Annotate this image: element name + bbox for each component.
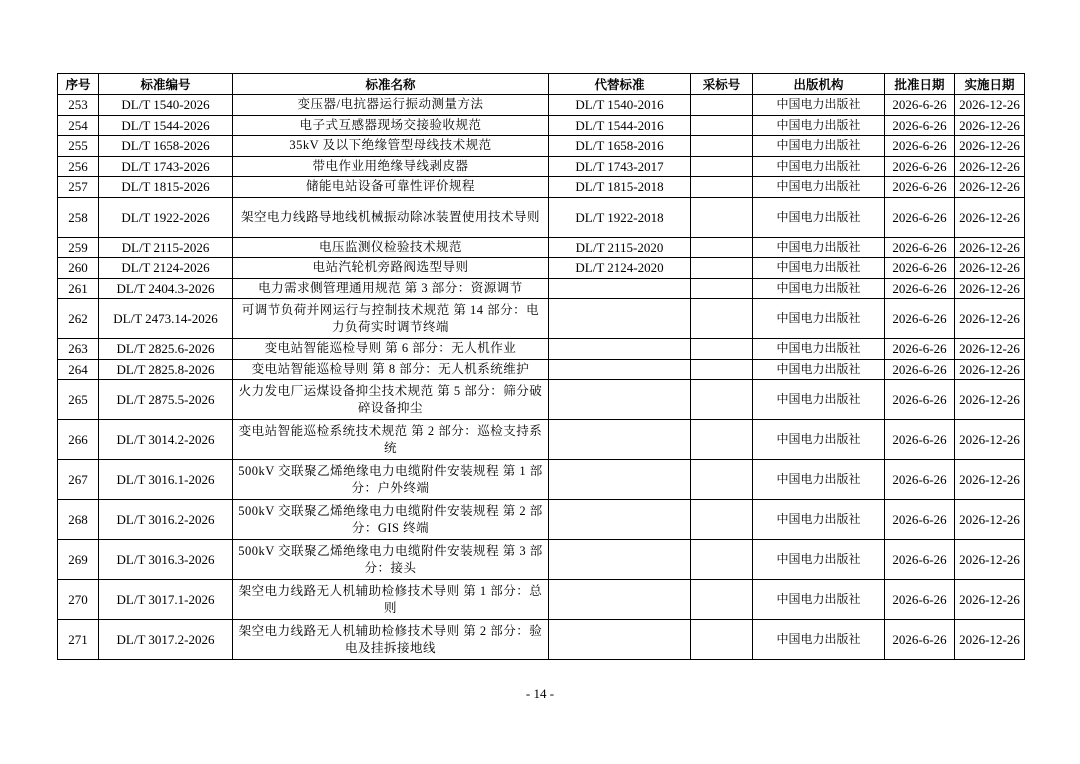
cell-no: 263 bbox=[58, 339, 99, 360]
cell-approve-date: 2026-6-26 bbox=[885, 460, 955, 500]
cell-adopt bbox=[691, 460, 753, 500]
cell-publisher: 中国电力出版社 bbox=[753, 460, 885, 500]
cell-name: 架空电力线路无人机辅助检修技术导则 第 1 部分：总则 bbox=[233, 580, 549, 620]
cell-name: 架空电力线路无人机辅助检修技术导则 第 2 部分：验电及挂拆接地线 bbox=[233, 620, 549, 660]
cell-no: 271 bbox=[58, 620, 99, 660]
cell-code: DL/T 1922-2026 bbox=[99, 197, 233, 237]
table-row bbox=[58, 299, 1025, 339]
table-row bbox=[58, 177, 1025, 198]
table-row bbox=[58, 197, 1025, 237]
cell-implement-date: 2026-12-26 bbox=[955, 177, 1025, 198]
cell-implement-date: 2026-12-26 bbox=[955, 460, 1025, 500]
cell-no: 266 bbox=[58, 420, 99, 460]
cell-adopt bbox=[691, 339, 753, 360]
cell-publisher: 中国电力出版社 bbox=[753, 620, 885, 660]
table-row bbox=[58, 380, 1025, 420]
cell-publisher: 中国电力出版社 bbox=[753, 500, 885, 540]
table-row bbox=[58, 156, 1025, 177]
cell-approve-date: 2026-6-26 bbox=[885, 620, 955, 660]
cell-implement-date: 2026-12-26 bbox=[955, 278, 1025, 299]
cell-approve-date: 2026-6-26 bbox=[885, 540, 955, 580]
table-row bbox=[58, 95, 1025, 116]
cell-implement-date: 2026-12-26 bbox=[955, 299, 1025, 339]
cell-approve-date: 2026-6-26 bbox=[885, 278, 955, 299]
cell-code: DL/T 2473.14-2026 bbox=[99, 299, 233, 339]
cell-implement-date: 2026-12-26 bbox=[955, 237, 1025, 258]
cell-approve-date: 2026-6-26 bbox=[885, 237, 955, 258]
cell-no: 264 bbox=[58, 359, 99, 380]
cell-approve-date: 2026-6-26 bbox=[885, 299, 955, 339]
cell-code: DL/T 2115-2026 bbox=[99, 237, 233, 258]
cell-adopt bbox=[691, 299, 753, 339]
cell-approve-date: 2026-6-26 bbox=[885, 156, 955, 177]
cell-adopt bbox=[691, 136, 753, 157]
cell-name: 变电站智能巡检导则 第 6 部分：无人机作业 bbox=[233, 339, 549, 360]
cell-code: DL/T 3016.3-2026 bbox=[99, 540, 233, 580]
cell-no: 265 bbox=[58, 380, 99, 420]
cell-replace: DL/T 2124-2020 bbox=[549, 258, 691, 279]
cell-code: DL/T 1815-2026 bbox=[99, 177, 233, 198]
cell-adopt bbox=[691, 359, 753, 380]
cell-code: DL/T 3017.2-2026 bbox=[99, 620, 233, 660]
cell-publisher: 中国电力出版社 bbox=[753, 136, 885, 157]
cell-approve-date: 2026-6-26 bbox=[885, 197, 955, 237]
cell-name: 储能电站设备可靠性评价规程 bbox=[233, 177, 549, 198]
cell-replace: DL/T 1658-2016 bbox=[549, 136, 691, 157]
header-cell-implement-date: 实施日期 bbox=[955, 74, 1025, 95]
cell-implement-date: 2026-12-26 bbox=[955, 95, 1025, 116]
cell-code: DL/T 2124-2026 bbox=[99, 258, 233, 279]
cell-code: DL/T 1540-2026 bbox=[99, 95, 233, 116]
cell-name: 架空电力线路导地线机械振动除冰装置使用技术导则 bbox=[233, 197, 549, 237]
table-row bbox=[58, 460, 1025, 500]
header-cell-approve-date: 批准日期 bbox=[885, 74, 955, 95]
cell-implement-date: 2026-12-26 bbox=[955, 156, 1025, 177]
cell-adopt bbox=[691, 237, 753, 258]
cell-approve-date: 2026-6-26 bbox=[885, 177, 955, 198]
cell-implement-date: 2026-12-26 bbox=[955, 380, 1025, 420]
cell-no: 269 bbox=[58, 540, 99, 580]
cell-adopt bbox=[691, 420, 753, 460]
cell-publisher: 中国电力出版社 bbox=[753, 339, 885, 360]
cell-publisher: 中国电力出版社 bbox=[753, 156, 885, 177]
cell-code: DL/T 3014.2-2026 bbox=[99, 420, 233, 460]
cell-code: DL/T 1544-2026 bbox=[99, 115, 233, 136]
table-row bbox=[58, 278, 1025, 299]
cell-approve-date: 2026-6-26 bbox=[885, 258, 955, 279]
cell-approve-date: 2026-6-26 bbox=[885, 500, 955, 540]
cell-adopt bbox=[691, 620, 753, 660]
cell-name: 可调节负荷并网运行与控制技术规范 第 14 部分：电力负荷实时调节终端 bbox=[233, 299, 549, 339]
cell-approve-date: 2026-6-26 bbox=[885, 580, 955, 620]
cell-implement-date: 2026-12-26 bbox=[955, 540, 1025, 580]
cell-code: DL/T 1743-2026 bbox=[99, 156, 233, 177]
cell-implement-date: 2026-12-26 bbox=[955, 620, 1025, 660]
cell-name: 变电站智能巡检系统技术规范 第 2 部分：巡检支持系统 bbox=[233, 420, 549, 460]
cell-no: 262 bbox=[58, 299, 99, 339]
cell-replace bbox=[549, 339, 691, 360]
cell-replace bbox=[549, 620, 691, 660]
cell-no: 253 bbox=[58, 95, 99, 116]
header-cell-publisher: 出版机构 bbox=[753, 74, 885, 95]
cell-adopt bbox=[691, 500, 753, 540]
cell-replace: DL/T 1540-2016 bbox=[549, 95, 691, 116]
cell-replace: DL/T 1544-2016 bbox=[549, 115, 691, 136]
table-row bbox=[58, 258, 1025, 279]
cell-adopt bbox=[691, 197, 753, 237]
header-cell-code: 标准编号 bbox=[99, 74, 233, 95]
table-row bbox=[58, 339, 1025, 360]
cell-publisher: 中国电力出版社 bbox=[753, 580, 885, 620]
cell-adopt bbox=[691, 95, 753, 116]
cell-approve-date: 2026-6-26 bbox=[885, 115, 955, 136]
cell-no: 259 bbox=[58, 237, 99, 258]
cell-code: DL/T 2825.8-2026 bbox=[99, 359, 233, 380]
header-cell-no: 序号 bbox=[58, 74, 99, 95]
cell-adopt bbox=[691, 278, 753, 299]
table-row bbox=[58, 580, 1025, 620]
table-row bbox=[58, 359, 1025, 380]
cell-approve-date: 2026-6-26 bbox=[885, 420, 955, 460]
cell-publisher: 中国电力出版社 bbox=[753, 237, 885, 258]
table-row bbox=[58, 540, 1025, 580]
cell-name: 火力发电厂运煤设备抑尘技术规范 第 5 部分：筛分破碎设备抑尘 bbox=[233, 380, 549, 420]
cell-adopt bbox=[691, 258, 753, 279]
cell-publisher: 中国电力出版社 bbox=[753, 380, 885, 420]
standards-table bbox=[57, 73, 1025, 660]
cell-replace: DL/T 1743-2017 bbox=[549, 156, 691, 177]
cell-approve-date: 2026-6-26 bbox=[885, 95, 955, 116]
cell-name: 电压监测仪检验技术规范 bbox=[233, 237, 549, 258]
cell-publisher: 中国电力出版社 bbox=[753, 420, 885, 460]
header-cell-replace: 代替标准 bbox=[549, 74, 691, 95]
header-cell-adopt: 采标号 bbox=[691, 74, 753, 95]
cell-name: 带电作业用绝缘导线剥皮器 bbox=[233, 156, 549, 177]
cell-code: DL/T 2404.3-2026 bbox=[99, 278, 233, 299]
cell-name: 500kV 交联聚乙烯绝缘电力电缆附件安装规程 第 2 部分：GIS 终端 bbox=[233, 500, 549, 540]
cell-replace bbox=[549, 580, 691, 620]
cell-implement-date: 2026-12-26 bbox=[955, 115, 1025, 136]
cell-adopt bbox=[691, 540, 753, 580]
cell-code: DL/T 2875.5-2026 bbox=[99, 380, 233, 420]
cell-no: 270 bbox=[58, 580, 99, 620]
header-cell-name: 标准名称 bbox=[233, 74, 549, 95]
cell-adopt bbox=[691, 380, 753, 420]
cell-adopt bbox=[691, 115, 753, 136]
cell-code: DL/T 3017.1-2026 bbox=[99, 580, 233, 620]
table-header-row bbox=[58, 74, 1025, 95]
cell-adopt bbox=[691, 156, 753, 177]
table-row bbox=[58, 136, 1025, 157]
cell-approve-date: 2026-6-26 bbox=[885, 339, 955, 360]
cell-no: 268 bbox=[58, 500, 99, 540]
cell-publisher: 中国电力出版社 bbox=[753, 197, 885, 237]
cell-implement-date: 2026-12-26 bbox=[955, 580, 1025, 620]
cell-adopt bbox=[691, 580, 753, 620]
table-row bbox=[58, 115, 1025, 136]
table-row bbox=[58, 620, 1025, 660]
cell-publisher: 中国电力出版社 bbox=[753, 540, 885, 580]
cell-publisher: 中国电力出版社 bbox=[753, 278, 885, 299]
cell-name: 电站汽轮机旁路阀选型导则 bbox=[233, 258, 549, 279]
cell-name: 500kV 交联聚乙烯绝缘电力电缆附件安装规程 第 1 部分：户外终端 bbox=[233, 460, 549, 500]
cell-no: 257 bbox=[58, 177, 99, 198]
cell-replace bbox=[549, 460, 691, 500]
cell-approve-date: 2026-6-26 bbox=[885, 359, 955, 380]
cell-name: 电力需求侧管理通用规范 第 3 部分：资源调节 bbox=[233, 278, 549, 299]
page-number: - 14 - bbox=[525, 686, 555, 701]
cell-name: 500kV 交联聚乙烯绝缘电力电缆附件安装规程 第 3 部分：接头 bbox=[233, 540, 549, 580]
cell-replace: DL/T 1815-2018 bbox=[549, 177, 691, 198]
cell-publisher: 中国电力出版社 bbox=[753, 177, 885, 198]
cell-publisher: 中国电力出版社 bbox=[753, 299, 885, 339]
cell-code: DL/T 1658-2026 bbox=[99, 136, 233, 157]
cell-no: 256 bbox=[58, 156, 99, 177]
cell-replace bbox=[549, 359, 691, 380]
cell-implement-date: 2026-12-26 bbox=[955, 359, 1025, 380]
table-row bbox=[58, 500, 1025, 540]
cell-replace: DL/T 2115-2020 bbox=[549, 237, 691, 258]
cell-replace bbox=[549, 380, 691, 420]
cell-replace bbox=[549, 278, 691, 299]
cell-replace bbox=[549, 540, 691, 580]
cell-no: 258 bbox=[58, 197, 99, 237]
cell-no: 267 bbox=[58, 460, 99, 500]
cell-publisher: 中国电力出版社 bbox=[753, 95, 885, 116]
cell-replace bbox=[549, 420, 691, 460]
cell-publisher: 中国电力出版社 bbox=[753, 258, 885, 279]
cell-approve-date: 2026-6-26 bbox=[885, 380, 955, 420]
cell-implement-date: 2026-12-26 bbox=[955, 420, 1025, 460]
table-row bbox=[58, 237, 1025, 258]
cell-no: 261 bbox=[58, 278, 99, 299]
cell-adopt bbox=[691, 177, 753, 198]
cell-replace bbox=[549, 299, 691, 339]
cell-implement-date: 2026-12-26 bbox=[955, 197, 1025, 237]
cell-code: DL/T 3016.2-2026 bbox=[99, 500, 233, 540]
cell-approve-date: 2026-6-26 bbox=[885, 136, 955, 157]
cell-replace: DL/T 1922-2018 bbox=[549, 197, 691, 237]
cell-name: 35kV 及以下绝缘管型母线技术规范 bbox=[233, 136, 549, 157]
cell-name: 变压器/电抗器运行振动测量方法 bbox=[233, 95, 549, 116]
cell-no: 260 bbox=[58, 258, 99, 279]
cell-code: DL/T 3016.1-2026 bbox=[99, 460, 233, 500]
cell-name: 电子式互感器现场交接验收规范 bbox=[233, 115, 549, 136]
cell-implement-date: 2026-12-26 bbox=[955, 339, 1025, 360]
cell-implement-date: 2026-12-26 bbox=[955, 258, 1025, 279]
cell-no: 255 bbox=[58, 136, 99, 157]
cell-no: 254 bbox=[58, 115, 99, 136]
cell-publisher: 中国电力出版社 bbox=[753, 115, 885, 136]
cell-publisher: 中国电力出版社 bbox=[753, 359, 885, 380]
table-row bbox=[58, 420, 1025, 460]
cell-name: 变电站智能巡检导则 第 8 部分：无人机系统维护 bbox=[233, 359, 549, 380]
cell-code: DL/T 2825.6-2026 bbox=[99, 339, 233, 360]
cell-implement-date: 2026-12-26 bbox=[955, 136, 1025, 157]
cell-replace bbox=[549, 500, 691, 540]
cell-implement-date: 2026-12-26 bbox=[955, 500, 1025, 540]
